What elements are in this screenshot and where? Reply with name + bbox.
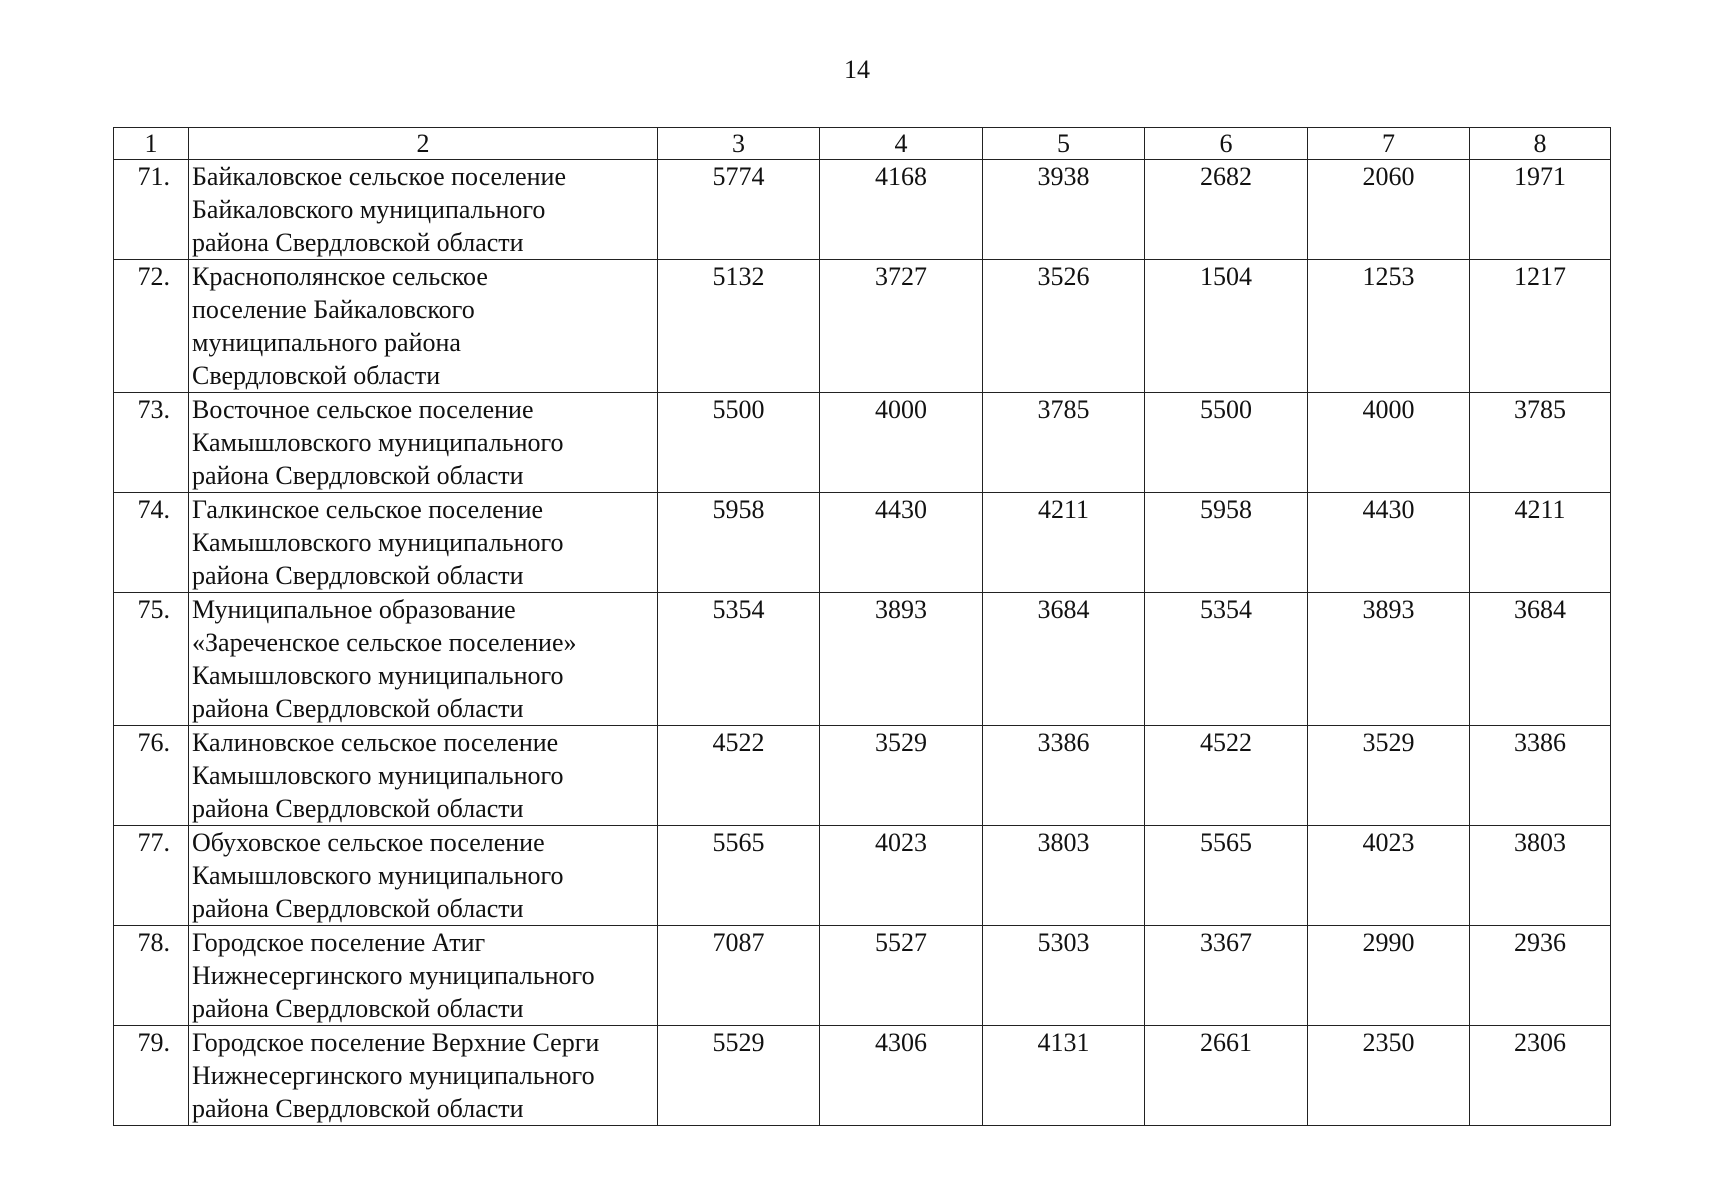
value-col-8: 3684 xyxy=(1470,593,1611,726)
value-col-4: 4430 xyxy=(820,493,983,593)
settlement-name xyxy=(189,260,658,393)
header-row xyxy=(114,128,1611,160)
settlement-name-line: района Свердловской области xyxy=(192,561,524,590)
value-col-6: 2682 xyxy=(1145,160,1308,260)
value-col-6: 3367 xyxy=(1145,926,1308,1026)
value-col-3: 5958 xyxy=(658,493,820,593)
settlement-name-line: Камышловского муниципального xyxy=(192,761,564,790)
value-col-7: 1253 xyxy=(1308,260,1470,393)
column-header: 2 xyxy=(189,128,658,160)
value-col-7: 3893 xyxy=(1308,593,1470,726)
row-number: 75. xyxy=(114,593,189,726)
settlement-name xyxy=(189,593,658,726)
column-header: 4 xyxy=(820,128,983,160)
value-col-7: 2060 xyxy=(1308,160,1470,260)
settlement-name-line: «Зареченское сельское поселение» xyxy=(192,628,577,657)
settlement-name xyxy=(189,1026,658,1126)
settlement-name-line: района Свердловской области xyxy=(192,794,524,823)
settlement-name-line: Краснополянское сельское xyxy=(192,262,488,291)
value-col-5: 3938 xyxy=(983,160,1145,260)
table-row xyxy=(114,726,1611,826)
settlement-name xyxy=(189,726,658,826)
settlement-name-line: Калиновское сельское поселение xyxy=(192,728,559,757)
settlement-name-line: Камышловского муниципального xyxy=(192,661,564,690)
settlement-name-line: муниципального района xyxy=(192,328,461,357)
settlement-name-line: района Свердловской области xyxy=(192,994,524,1023)
value-col-8: 1971 xyxy=(1470,160,1611,260)
column-header: 6 xyxy=(1145,128,1308,160)
value-col-7: 3529 xyxy=(1308,726,1470,826)
value-col-3: 7087 xyxy=(658,926,820,1026)
column-header: 1 xyxy=(114,128,189,160)
value-col-4: 3893 xyxy=(820,593,983,726)
table-row xyxy=(114,826,1611,926)
settlement-name-line: района Свердловской области xyxy=(192,461,524,490)
settlement-name-line: Городское поселение Атиг xyxy=(192,928,486,957)
value-col-7: 2350 xyxy=(1308,1026,1470,1126)
value-col-4: 4023 xyxy=(820,826,983,926)
value-col-8: 3803 xyxy=(1470,826,1611,926)
settlement-name xyxy=(189,926,658,1026)
settlement-name-line: Камышловского муниципального xyxy=(192,428,564,457)
data-table xyxy=(113,127,1611,1126)
settlement-name-line: Нижнесергинского муниципального xyxy=(192,1061,595,1090)
value-col-7: 2990 xyxy=(1308,926,1470,1026)
settlement-name-line: Байкаловское сельское поселение xyxy=(192,162,566,191)
value-col-3: 5500 xyxy=(658,393,820,493)
value-col-5: 3684 xyxy=(983,593,1145,726)
settlement-name-line: Обуховское сельское поселение xyxy=(192,828,545,857)
value-col-5: 3785 xyxy=(983,393,1145,493)
value-col-7: 4023 xyxy=(1308,826,1470,926)
value-col-7: 4430 xyxy=(1308,493,1470,593)
value-col-4: 4306 xyxy=(820,1026,983,1126)
settlement-name-line: района Свердловской области xyxy=(192,228,524,257)
value-col-4: 3727 xyxy=(820,260,983,393)
value-col-3: 5774 xyxy=(658,160,820,260)
table-row xyxy=(114,593,1611,726)
table-row xyxy=(114,493,1611,593)
page-number: 14 xyxy=(844,55,870,84)
value-col-7: 4000 xyxy=(1308,393,1470,493)
table-row xyxy=(114,160,1611,260)
settlement-name-line: Камышловского муниципального xyxy=(192,861,564,890)
value-col-3: 5529 xyxy=(658,1026,820,1126)
value-col-5: 4211 xyxy=(983,493,1145,593)
value-col-5: 3526 xyxy=(983,260,1145,393)
settlement-name-line: Камышловского муниципального xyxy=(192,528,564,557)
value-col-3: 5354 xyxy=(658,593,820,726)
value-col-5: 3386 xyxy=(983,726,1145,826)
value-col-3: 5132 xyxy=(658,260,820,393)
settlement-name-line: Городское поселение Верхние Серги xyxy=(192,1028,600,1057)
value-col-4: 3529 xyxy=(820,726,983,826)
value-col-8: 2306 xyxy=(1470,1026,1611,1126)
value-col-6: 1504 xyxy=(1145,260,1308,393)
table-row xyxy=(114,260,1611,393)
row-number: 72. xyxy=(114,260,189,393)
settlement-name-line: Байкаловского муниципального xyxy=(192,195,546,224)
settlement-name xyxy=(189,393,658,493)
column-header: 3 xyxy=(658,128,820,160)
settlement-name xyxy=(189,493,658,593)
settlement-name-line: Муниципальное образование xyxy=(192,595,516,624)
table-row xyxy=(114,926,1611,1026)
value-col-4: 4000 xyxy=(820,393,983,493)
value-col-6: 2661 xyxy=(1145,1026,1308,1126)
column-header: 7 xyxy=(1308,128,1470,160)
value-col-8: 1217 xyxy=(1470,260,1611,393)
settlement-name xyxy=(189,160,658,260)
row-number: 79. xyxy=(114,1026,189,1126)
value-col-6: 5565 xyxy=(1145,826,1308,926)
settlement-name-line: района Свердловской области xyxy=(192,1094,524,1123)
value-col-3: 5565 xyxy=(658,826,820,926)
value-col-6: 4522 xyxy=(1145,726,1308,826)
value-col-8: 4211 xyxy=(1470,493,1611,593)
value-col-4: 4168 xyxy=(820,160,983,260)
value-col-8: 3785 xyxy=(1470,393,1611,493)
table-row xyxy=(114,1026,1611,1126)
value-col-6: 5958 xyxy=(1145,493,1308,593)
column-header: 8 xyxy=(1470,128,1611,160)
row-number: 78. xyxy=(114,926,189,1026)
value-col-5: 3803 xyxy=(983,826,1145,926)
value-col-3: 4522 xyxy=(658,726,820,826)
settlement-name-line: Свердловской области xyxy=(192,361,441,390)
settlement-name-line: Галкинское сельское поселение xyxy=(192,495,544,524)
value-col-5: 5303 xyxy=(983,926,1145,1026)
value-col-5: 4131 xyxy=(983,1026,1145,1126)
table-row xyxy=(114,393,1611,493)
settlement-name-line: Нижнесергинского муниципального xyxy=(192,961,595,990)
row-number: 74. xyxy=(114,493,189,593)
value-col-6: 5500 xyxy=(1145,393,1308,493)
row-number: 71. xyxy=(114,160,189,260)
settlement-name-line: Восточное сельское поселение xyxy=(192,395,534,424)
row-number: 77. xyxy=(114,826,189,926)
row-number: 76. xyxy=(114,726,189,826)
value-col-8: 3386 xyxy=(1470,726,1611,826)
settlement-name xyxy=(189,826,658,926)
column-header: 5 xyxy=(983,128,1145,160)
value-col-8: 2936 xyxy=(1470,926,1611,1026)
settlement-name-line: района Свердловской области xyxy=(192,894,524,923)
row-number: 73. xyxy=(114,393,189,493)
settlement-name-line: поселение Байкаловского xyxy=(192,295,475,324)
value-col-6: 5354 xyxy=(1145,593,1308,726)
value-col-4: 5527 xyxy=(820,926,983,1026)
settlement-name-line: района Свердловской области xyxy=(192,694,524,723)
